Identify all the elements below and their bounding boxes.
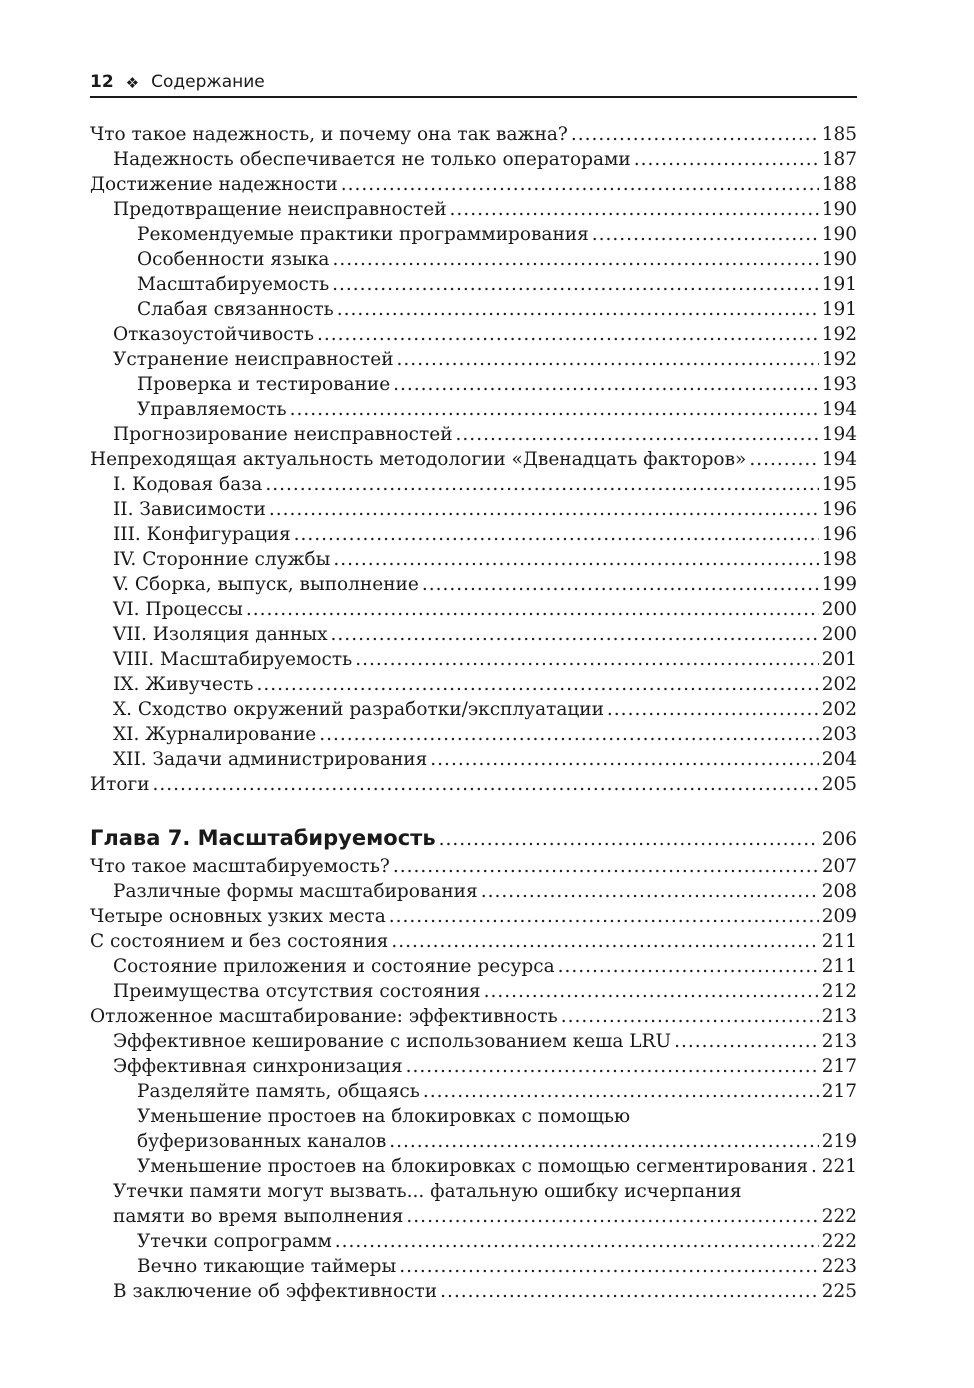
toc-entry-page: 187 [821,149,857,170]
leader-dots [558,954,819,979]
leader-dots [257,672,819,697]
toc-entry-page: 190 [821,199,857,220]
toc-entry-title: Достижение надежности [90,174,338,195]
toc-entry[interactable] [90,397,857,422]
toc-entry-title: Эффективное кеширование с использованием кеша LRU [113,1031,672,1052]
toc-entry-title: Преимущества отсутствия состояния [113,981,481,1002]
toc-entry-page: 203 [821,724,857,745]
leader-dots [332,247,818,272]
toc-entry[interactable] [90,1154,857,1179]
leader-dots [422,572,819,597]
toc-entry-page: 225 [821,1281,857,1302]
toc-entry[interactable] [90,929,857,954]
toc-entry-title: VIII. Масштабируемость [113,649,353,670]
toc-entry-title: Эффективная синхронизация [113,1056,403,1077]
leader-dots [290,397,819,422]
toc-entry[interactable] [90,722,857,747]
toc-entry-page: 192 [821,324,857,345]
toc-entry-page: 217 [821,1056,857,1077]
toc-entry-title: XII. Задачи администрирования [113,749,428,770]
toc-entry-page: 196 [821,524,857,545]
toc-entry[interactable] [90,172,857,197]
toc-entry-title-line1: Утечки памяти могут вызвать... фатальную ошибку исчерпания [113,1181,742,1202]
toc-entry-title: Управляемость [137,399,287,420]
running-title: Содержание [151,72,265,92]
toc-entry[interactable] [90,197,857,222]
toc-entry[interactable] [90,747,857,772]
toc-entry[interactable] [90,522,857,547]
leader-dots [571,122,819,147]
leader-dots [355,647,819,672]
toc-entry[interactable] [90,622,857,647]
toc-entry-page: 201 [821,649,857,670]
leader-dots [341,172,819,197]
toc-entry-page: 221 [821,1156,857,1177]
page-number: 12 [90,72,114,92]
toc-entry-title: Проверка и тестирование [137,374,391,395]
leader-dots [389,904,819,929]
toc-entry-title: VII. Изоляция данных [113,624,328,645]
toc-entry-title: Непреходящая актуальность методологии «Двенадцать факторов» [90,449,747,470]
toc-entry-title: Слабая связанность [137,299,334,320]
toc-entry[interactable] [90,904,857,929]
toc-entry[interactable] [90,597,857,622]
toc-entry-title: памяти во время выполнения [113,1206,404,1227]
toc-entry-page: 194 [821,399,857,420]
toc-entry-page: 190 [821,224,857,245]
toc-entry-title: Надежность обеспечивается не только операторами [113,149,631,170]
toc-entry-page: 204 [821,749,857,770]
toc-entry-title: Отложенное масштабирование: эффективность [90,1006,558,1027]
leader-dots [811,1154,819,1179]
toc-entry-title: XI. Журналирование [113,724,317,745]
leader-dots [294,522,819,547]
toc-entry-page: 196 [821,499,857,520]
toc-entry[interactable] [90,1004,857,1029]
leader-dots [389,1129,818,1154]
toc-entry-page: 202 [821,699,857,720]
toc-entry-title: В заключение об эффективности [113,1281,438,1302]
chapter-title: Глава 7. Масштабируемость [90,826,436,850]
toc-entry-title: Что такое надежность, и почему она так важна? [90,124,568,145]
leader-dots [406,1054,819,1079]
leader-dots [153,772,819,797]
leader-dots [481,879,819,904]
toc-entry[interactable] [90,572,857,597]
toc-entry-title: Отказоустойчивость [113,324,314,345]
toc-entry[interactable] [90,472,857,497]
toc-entry-title: Что такое масштабируемость? [90,856,390,877]
toc-entry-title: III. Конфигурация [113,524,291,545]
toc-entry[interactable] [90,1104,857,1154]
toc-section-before [90,122,857,797]
ornament-icon: ❖ [125,74,140,92]
toc-entry-page: 194 [821,449,857,470]
toc-entry-page: 192 [821,349,857,370]
leader-dots [393,854,819,879]
toc-entry[interactable] [90,1279,857,1304]
toc-entry-page: 185 [821,124,857,145]
chapter-heading[interactable] [90,822,857,854]
leader-dots [484,979,819,1004]
leader-dots [456,422,819,447]
toc-entry[interactable] [90,647,857,672]
leader-dots [674,1029,819,1054]
toc-entry[interactable] [90,1029,857,1054]
toc-entry-page: 194 [821,424,857,445]
leader-dots [319,722,818,747]
toc-entry[interactable] [90,297,857,322]
toc-entry[interactable] [90,422,857,447]
leader-dots [335,1229,819,1254]
toc-entry[interactable] [90,772,857,797]
toc-entry-title: IV. Сторонние службы [113,549,331,570]
leader-dots [317,322,819,347]
toc-entry[interactable] [90,697,857,722]
toc-entry[interactable] [90,147,857,172]
leader-dots [406,1204,818,1229]
toc-entry-page: 223 [821,1256,857,1277]
toc-entry-title: Рекомендуемые практики программирования [137,224,589,245]
toc-entry[interactable] [90,1229,857,1254]
toc-entry[interactable] [90,979,857,1004]
leader-dots [246,597,819,622]
toc-entry[interactable] [90,1254,857,1279]
toc-entry[interactable] [90,547,857,572]
toc-entry-title: Устранение неисправностей [113,349,394,370]
toc-entry-title: Масштабируемость [137,274,330,295]
leader-dots [337,297,819,322]
toc-entry-title-line1: Уменьшение простоев на блокировках с помощью [137,1106,631,1127]
toc-entry-page: 212 [821,981,857,1002]
toc-entry[interactable] [90,879,857,904]
leader-dots [423,1079,819,1104]
toc-entry-title: Вечно тикающие таймеры [137,1256,397,1277]
toc-entry-page: 209 [821,906,857,927]
toc-entry[interactable] [90,322,857,347]
toc-entry-page: 190 [821,249,857,270]
toc-entry[interactable] [90,672,857,697]
leader-dots [333,547,818,572]
toc-entry-title: С состоянием и без состояния [90,931,389,952]
toc-entry-title: V. Сборка, выпуск, выполнение [113,574,419,595]
toc-entry-page: 213 [821,1006,857,1027]
toc-entry-title: Разделяйте память, общаясь [137,1081,420,1102]
toc-entry-page: 193 [821,374,857,395]
toc-entry-page: 198 [821,549,857,570]
toc-entry-title: Прогнозирование неисправностей [113,424,453,445]
toc-section-after [90,854,857,1304]
toc-entry[interactable] [90,447,857,472]
leader-dots [391,929,818,954]
leader-dots [634,147,819,172]
toc-entry[interactable] [90,247,857,272]
toc-entry-page: 195 [821,474,857,495]
toc-entry-title: Четыре основных узких места [90,906,386,927]
toc-entry-page: 211 [821,931,857,952]
toc-entry-page: 213 [821,1031,857,1052]
toc-entry-page: 191 [821,274,857,295]
toc-entry[interactable] [90,1054,857,1079]
leader-dots [332,272,819,297]
toc-entry[interactable] [90,272,857,297]
leader-dots [561,1004,819,1029]
toc-entry[interactable] [90,497,857,522]
toc-entry-page: 202 [821,674,857,695]
toc-entry-page: 200 [821,599,857,620]
toc-entry-page: 219 [821,1131,857,1152]
toc-entry-page: 222 [821,1206,857,1227]
leader-dots [430,747,818,772]
leader-dots [269,497,819,522]
toc-entry[interactable] [90,1079,857,1104]
leader-dots [749,447,818,472]
running-header [90,70,857,98]
toc-entry-title: I. Кодовая база [113,474,263,495]
table-of-contents [90,122,857,1304]
leader-dots [450,197,819,222]
toc-entry-page: 205 [821,774,857,795]
leader-dots [331,622,819,647]
leader-dots [592,222,819,247]
toc-entry[interactable] [90,122,857,147]
toc-entry-title: Состояние приложения и состояние ресурса [113,956,555,977]
toc-entry-title: IX. Живучесть [113,674,254,695]
toc-entry-title: Различные формы масштабирования [113,881,478,902]
leader-dots [265,472,818,497]
leader-dots [397,347,819,372]
toc-entry-page: 217 [821,1081,857,1102]
toc-entry[interactable] [90,854,857,879]
toc-entry[interactable] [90,347,857,372]
toc-entry[interactable] [90,372,857,397]
leader-dots [440,1279,819,1304]
toc-entry[interactable] [90,954,857,979]
leader-dots [393,372,819,397]
chapter-page: 206 [821,829,857,850]
toc-entry-page: 222 [821,1231,857,1252]
leader-dots [439,824,819,856]
toc-entry-title: Итоги [90,774,150,795]
toc-entry-title: Предотвращение неисправностей [113,199,447,220]
toc-entry[interactable] [90,222,857,247]
toc-entry-page: 208 [821,881,857,902]
toc-entry-title: Особенности языка [137,249,330,270]
toc-entry-page: 211 [821,956,857,977]
toc-entry[interactable] [90,1179,857,1229]
toc-entry-page: 199 [821,574,857,595]
toc-entry-title: Уменьшение простоев на блокировках с помощью сегментирования [137,1156,808,1177]
leader-dots [399,1254,818,1279]
leader-dots [607,697,819,722]
toc-entry-title: Утечки сопрограмм [137,1231,332,1252]
toc-entry-title: II. Зависимости [113,499,266,520]
toc-entry-page: 207 [821,856,857,877]
toc-entry-title: VI. Процессы [113,599,243,620]
toc-entry-page: 188 [821,174,857,195]
toc-entry-title: X. Сходство окружений разработки/эксплуатации [113,699,604,720]
toc-entry-page: 200 [821,624,857,645]
toc-entry-page: 191 [821,299,857,320]
toc-entry-title: буферизованных каналов [137,1131,387,1152]
